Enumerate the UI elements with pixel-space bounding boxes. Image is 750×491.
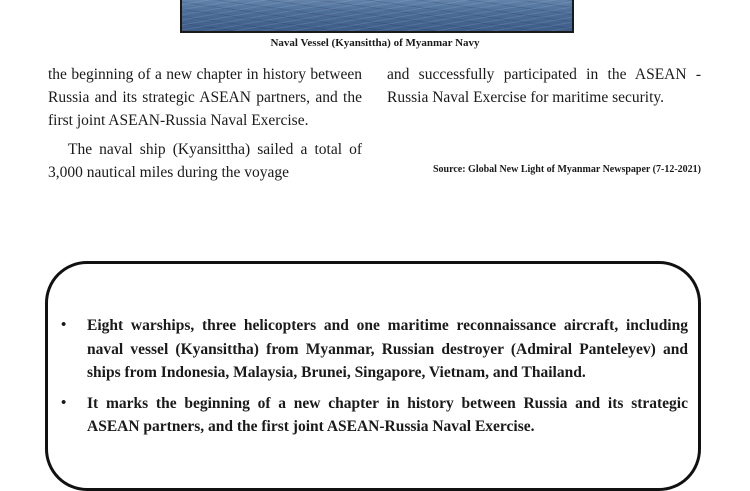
- naval-vessel-photo: [180, 0, 574, 33]
- list-item-text: It marks the beginning of a new chapter in history between Russia and its strategic ASEAN partners, and the first joint ASEAN-Russia Naval Exercise.: [87, 394, 688, 435]
- sea-texture: [182, 0, 572, 31]
- list-item: [60, 392, 688, 439]
- highlights-list: [60, 314, 688, 446]
- photo-caption: Naval Vessel (Kyansittha) of Myanmar Navy: [270, 37, 480, 49]
- bullet-icon: •: [61, 394, 67, 411]
- list-item-text: Eight warships, three helicopters and one maritime reconnaissance aircraft, including naval vessel (Kyansittha) from Myanmar, Russian destroyer (Admiral Panteleyev) and ships from Indonesia, Malaysia, Brunei, Singapore, Vietnam, and Thailand.: [87, 317, 688, 381]
- article-paragraph: the beginning of a new chapter in history between Russia and its strategic ASEAN partners, and the first joint ASEAN-Russia Naval Exercise.: [48, 66, 362, 129]
- article-column-left: [48, 63, 362, 184]
- bullet-icon: •: [61, 317, 67, 333]
- article-paragraph: The naval ship (Kyansittha) sailed a total of 3,000 nautical miles during the voyage: [48, 141, 362, 181]
- article-paragraph: and successfully participated in the ASEAN -Russia Naval Exercise for maritime security.: [387, 66, 701, 106]
- article-column-right: [387, 63, 701, 109]
- source-citation: Source: Global New Light of Myanmar Newspaper (7-12-2021): [432, 164, 701, 175]
- list-item: [60, 314, 688, 385]
